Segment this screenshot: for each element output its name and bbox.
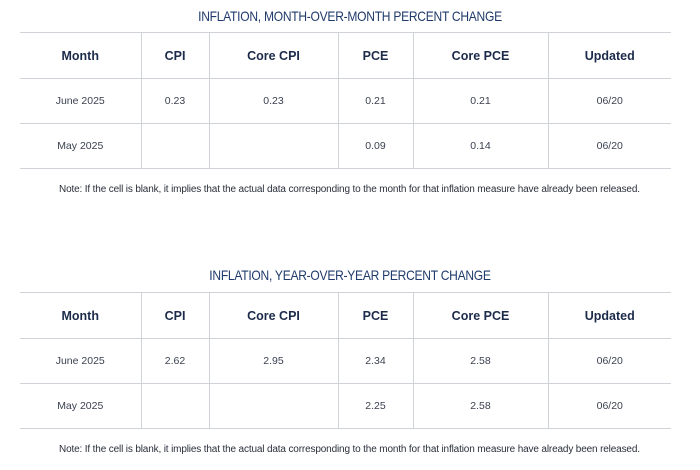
- cell-updated: 06/20: [548, 339, 671, 384]
- cell-cpi: 0.23: [141, 79, 209, 124]
- table-row: [20, 339, 671, 384]
- table-row: [20, 384, 671, 429]
- mom-table-title: INFLATION, MONTH-OVER-MONTH PERCENT CHANGE: [198, 8, 502, 24]
- cell-cpi: 2.62: [141, 339, 209, 384]
- cell-pce: 0.21: [338, 79, 413, 124]
- yoy-table-title: INFLATION, YEAR-OVER-YEAR PERCENT CHANGE: [209, 267, 491, 283]
- column-header-cpi: CPI: [141, 293, 209, 339]
- column-header-updated: Updated: [548, 33, 671, 79]
- cell-core-pce: 2.58: [413, 384, 548, 429]
- table-row: [20, 124, 671, 169]
- cell-core-pce: 0.14: [413, 124, 548, 169]
- cell-month: June 2025: [20, 79, 141, 124]
- yoy-inflation-table: [20, 292, 671, 429]
- cell-updated: 06/20: [548, 384, 671, 429]
- cell-updated: 06/20: [548, 79, 671, 124]
- column-header-core-cpi: Core CPI: [209, 293, 338, 339]
- cell-month: June 2025: [20, 339, 141, 384]
- cell-core-pce: 0.21: [413, 79, 548, 124]
- cell-cpi: [141, 384, 209, 429]
- cell-updated: 06/20: [548, 124, 671, 169]
- column-header-pce: PCE: [338, 293, 413, 339]
- yoy-table-note: Note: If the cell is blank, it implies that the actual data corresponding to the month for that inflation measure have already been released.: [59, 444, 640, 455]
- column-header-cpi: CPI: [141, 33, 209, 79]
- column-header-updated: Updated: [548, 293, 671, 339]
- cell-core-pce: 2.58: [413, 339, 548, 384]
- mom-table-note: Note: If the cell is blank, it implies that the actual data corresponding to the month for that inflation measure have already been released.: [59, 184, 640, 195]
- cell-core-cpi: 0.23: [209, 79, 338, 124]
- table-row: [20, 79, 671, 124]
- cell-pce: 2.25: [338, 384, 413, 429]
- column-header-core-pce: Core PCE: [413, 293, 548, 339]
- cell-core-cpi: [209, 124, 338, 169]
- column-header-pce: PCE: [338, 33, 413, 79]
- column-header-core-pce: Core PCE: [413, 33, 548, 79]
- mom-inflation-table: [20, 32, 671, 169]
- column-header-core-cpi: Core CPI: [209, 33, 338, 79]
- column-header-month: Month: [20, 293, 141, 339]
- cell-pce: 2.34: [338, 339, 413, 384]
- cell-pce: 0.09: [338, 124, 413, 169]
- cell-cpi: [141, 124, 209, 169]
- cell-core-cpi: [209, 384, 338, 429]
- cell-month: May 2025: [20, 384, 141, 429]
- cell-core-cpi: 2.95: [209, 339, 338, 384]
- table-header-row: [20, 293, 671, 339]
- column-header-month: Month: [20, 33, 141, 79]
- table-header-row: [20, 33, 671, 79]
- cell-month: May 2025: [20, 124, 141, 169]
